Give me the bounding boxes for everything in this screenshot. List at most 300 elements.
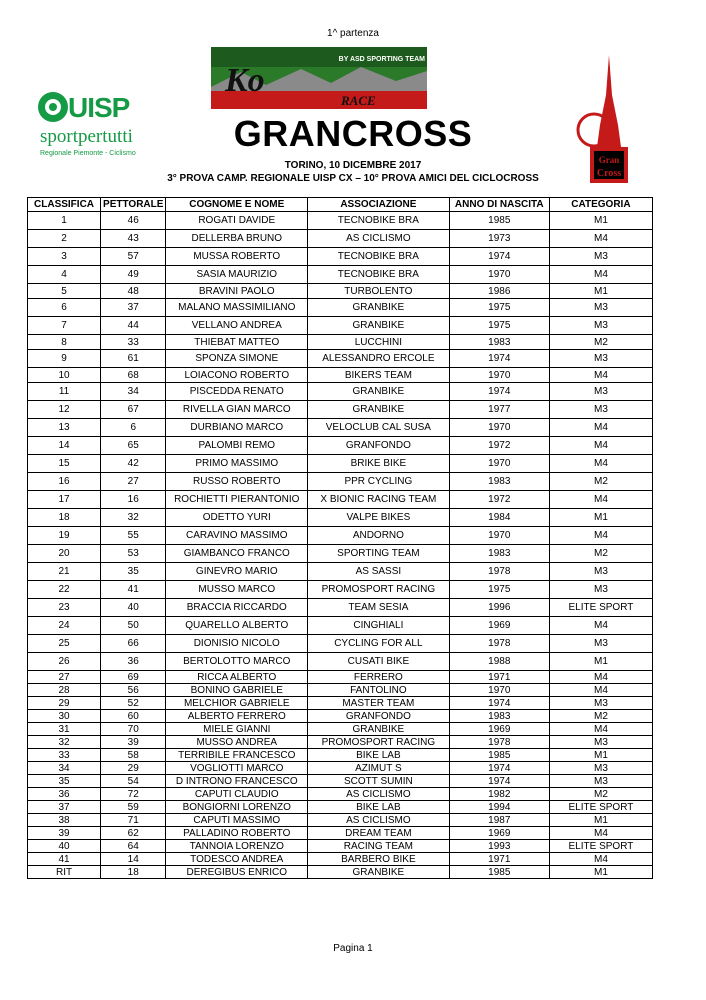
cell-categoria: M4 xyxy=(549,437,652,455)
cell-classifica: 31 xyxy=(28,723,101,736)
table-row xyxy=(28,212,653,230)
cell-name: DELLERBA BRUNO xyxy=(166,230,308,248)
table-row xyxy=(28,581,653,599)
cell-associazione: SCOTT SUMIN xyxy=(308,775,450,788)
cell-pettorale: 60 xyxy=(101,710,166,723)
cell-classifica: 20 xyxy=(28,545,101,563)
cell-categoria: M3 xyxy=(549,697,652,710)
cell-anno: 1975 xyxy=(449,299,549,317)
cell-associazione: TECNOBIKE BRA xyxy=(308,248,450,266)
cell-name: CAPUTI CLAUDIO xyxy=(166,788,308,801)
cell-name: SPONZA SIMONE xyxy=(166,350,308,368)
cell-categoria: M1 xyxy=(549,653,652,671)
cell-categoria: M3 xyxy=(549,401,652,419)
cell-associazione: FERRERO xyxy=(308,671,450,684)
cell-name: BRAVINI PAOLO xyxy=(166,284,308,299)
cell-name: MIELE GIANNI xyxy=(166,723,308,736)
cell-anno: 1975 xyxy=(449,317,549,335)
cell-categoria: M3 xyxy=(549,248,652,266)
col-header-associazione: ASSOCIAZIONE xyxy=(308,198,450,212)
event-subtitle: 3° PROVA CAMP. REGIONALE UISP CX – 10° PROVA AMICI DEL CICLOCROSS xyxy=(167,173,539,184)
cell-name: RICCA ALBERTO xyxy=(166,671,308,684)
cell-classifica: 1 xyxy=(28,212,101,230)
cell-categoria: M4 xyxy=(549,419,652,437)
cell-associazione: BIKE LAB xyxy=(308,749,450,762)
cell-name: MALANO MASSIMILIANO xyxy=(166,299,308,317)
table-row xyxy=(28,853,653,866)
cell-pettorale: 59 xyxy=(101,801,166,814)
cell-classifica: 36 xyxy=(28,788,101,801)
banner-emblem-icon: Ko xyxy=(225,62,265,99)
cell-anno: 1986 xyxy=(449,284,549,299)
cell-anno: 1974 xyxy=(449,697,549,710)
cell-name: VELLANO ANDREA xyxy=(166,317,308,335)
cell-anno: 1996 xyxy=(449,599,549,617)
cell-categoria: M4 xyxy=(549,853,652,866)
cell-classifica: 6 xyxy=(28,299,101,317)
cell-pettorale: 29 xyxy=(101,762,166,775)
cell-anno: 1971 xyxy=(449,853,549,866)
table-row xyxy=(28,284,653,299)
table-row xyxy=(28,723,653,736)
cell-pettorale: 56 xyxy=(101,684,166,697)
cell-pettorale: 14 xyxy=(101,853,166,866)
cell-anno: 1971 xyxy=(449,671,549,684)
cell-pettorale: 27 xyxy=(101,473,166,491)
cell-categoria: ELITE SPORT xyxy=(549,840,652,853)
cell-anno: 1970 xyxy=(449,455,549,473)
cell-name: DIONISIO NICOLO xyxy=(166,635,308,653)
cell-name: GIAMBANCO FRANCO xyxy=(166,545,308,563)
cell-categoria: M1 xyxy=(549,749,652,762)
cell-pettorale: 58 xyxy=(101,749,166,762)
table-row xyxy=(28,736,653,749)
cell-pettorale: 39 xyxy=(101,736,166,749)
table-row xyxy=(28,545,653,563)
table-row xyxy=(28,473,653,491)
cell-associazione: AS SASSI xyxy=(308,563,450,581)
cell-classifica: 22 xyxy=(28,581,101,599)
cell-name: TANNOIA LORENZO xyxy=(166,840,308,853)
cell-name: ROGATI DAVIDE xyxy=(166,212,308,230)
cell-categoria: M1 xyxy=(549,212,652,230)
table-row xyxy=(28,635,653,653)
cell-classifica: 39 xyxy=(28,827,101,840)
cell-categoria: M2 xyxy=(549,335,652,350)
cell-categoria: M4 xyxy=(549,491,652,509)
cell-name: TERRIBILE FRANCESCO xyxy=(166,749,308,762)
cell-pettorale: 57 xyxy=(101,248,166,266)
cell-name: DEREGIBUS ENRICO xyxy=(166,866,308,879)
cell-associazione: FANTOLINO xyxy=(308,684,450,697)
cell-categoria: M2 xyxy=(549,545,652,563)
cell-categoria: M3 xyxy=(549,762,652,775)
cell-classifica: 15 xyxy=(28,455,101,473)
cell-categoria: M1 xyxy=(549,866,652,879)
cell-classifica: 17 xyxy=(28,491,101,509)
cell-pettorale: 52 xyxy=(101,697,166,710)
svg-text:Cross: Cross xyxy=(596,168,622,179)
cell-classifica: 38 xyxy=(28,814,101,827)
cell-anno: 1994 xyxy=(449,801,549,814)
cell-categoria: M4 xyxy=(549,527,652,545)
cell-name: MUSSO MARCO xyxy=(166,581,308,599)
table-header-row xyxy=(28,198,653,212)
cell-pettorale: 42 xyxy=(101,455,166,473)
cell-pettorale: 65 xyxy=(101,437,166,455)
cell-pettorale: 49 xyxy=(101,266,166,284)
cell-pettorale: 72 xyxy=(101,788,166,801)
cell-categoria: M4 xyxy=(549,671,652,684)
cell-name: MUSSA ROBERTO xyxy=(166,248,308,266)
table-row xyxy=(28,509,653,527)
cell-classifica: 9 xyxy=(28,350,101,368)
cell-name: BRACCIA RICCARDO xyxy=(166,599,308,617)
cell-pettorale: 70 xyxy=(101,723,166,736)
cell-anno: 1974 xyxy=(449,762,549,775)
cell-associazione: BIKERS TEAM xyxy=(308,368,450,383)
cell-anno: 1969 xyxy=(449,827,549,840)
cell-name: CAPUTI MASSIMO xyxy=(166,814,308,827)
cell-categoria: ELITE SPORT xyxy=(549,599,652,617)
cell-categoria: M3 xyxy=(549,736,652,749)
cell-classifica: 12 xyxy=(28,401,101,419)
cell-associazione: PROMOSPORT RACING xyxy=(308,736,450,749)
cell-name: PALOMBI REMO xyxy=(166,437,308,455)
cell-classifica: 10 xyxy=(28,368,101,383)
cell-pettorale: 37 xyxy=(101,299,166,317)
cell-categoria: M3 xyxy=(549,775,652,788)
table-row xyxy=(28,617,653,635)
cell-anno: 1987 xyxy=(449,814,549,827)
cell-anno: 1977 xyxy=(449,401,549,419)
table-row xyxy=(28,788,653,801)
cell-classifica: 16 xyxy=(28,473,101,491)
cell-associazione: AS CICLISMO xyxy=(308,788,450,801)
cell-categoria: M1 xyxy=(549,509,652,527)
cell-anno: 1970 xyxy=(449,419,549,437)
cell-categoria: M1 xyxy=(549,284,652,299)
cell-anno: 1983 xyxy=(449,710,549,723)
cell-associazione: CUSATI BIKE xyxy=(308,653,450,671)
table-row xyxy=(28,266,653,284)
table-row xyxy=(28,299,653,317)
table-row xyxy=(28,599,653,617)
cell-classifica: 32 xyxy=(28,736,101,749)
cell-anno: 1983 xyxy=(449,545,549,563)
cell-anno: 1984 xyxy=(449,509,549,527)
cell-anno: 1983 xyxy=(449,473,549,491)
cell-associazione: TECNOBIKE BRA xyxy=(308,212,450,230)
cell-classifica: 18 xyxy=(28,509,101,527)
cell-categoria: M4 xyxy=(549,684,652,697)
cell-classifica: 4 xyxy=(28,266,101,284)
cell-anno: 1983 xyxy=(449,335,549,350)
cell-associazione: AZIMUT S xyxy=(308,762,450,775)
cell-pettorale: 54 xyxy=(101,775,166,788)
cell-name: QUARELLO ALBERTO xyxy=(166,617,308,635)
uisp-logo-region: Regionale Piemonte - Ciclismo xyxy=(40,150,136,157)
cell-categoria: M1 xyxy=(549,814,652,827)
cell-anno: 1974 xyxy=(449,248,549,266)
cell-name: GINEVRO MARIO xyxy=(166,563,308,581)
table-row xyxy=(28,230,653,248)
cell-associazione: CYCLING FOR ALL xyxy=(308,635,450,653)
cell-pettorale: 43 xyxy=(101,230,166,248)
cell-anno: 1970 xyxy=(449,684,549,697)
uisp-logo-text: UISP xyxy=(68,92,130,123)
cell-categoria: M4 xyxy=(549,455,652,473)
cell-categoria: M3 xyxy=(549,581,652,599)
cell-name: MUSSO ANDREA xyxy=(166,736,308,749)
cell-pettorale: 35 xyxy=(101,563,166,581)
cell-pettorale: 41 xyxy=(101,581,166,599)
table-row xyxy=(28,671,653,684)
cell-classifica: 26 xyxy=(28,653,101,671)
cell-anno: 1974 xyxy=(449,383,549,401)
table-row xyxy=(28,827,653,840)
cell-anno: 1974 xyxy=(449,350,549,368)
cell-associazione: GRANBIKE xyxy=(308,317,450,335)
cell-categoria: M4 xyxy=(549,266,652,284)
cell-categoria: M3 xyxy=(549,317,652,335)
page-number: Pagina 1 xyxy=(333,943,373,954)
cell-associazione: GRANBIKE xyxy=(308,401,450,419)
cell-anno: 1970 xyxy=(449,527,549,545)
cell-categoria: M3 xyxy=(549,350,652,368)
col-header-pettorale: PETTORALE xyxy=(101,198,166,212)
cell-classifica: 3 xyxy=(28,248,101,266)
cell-categoria: M4 xyxy=(549,230,652,248)
cell-name: RUSSO ROBERTO xyxy=(166,473,308,491)
table-row xyxy=(28,814,653,827)
col-header-classifica: CLASSIFICA xyxy=(28,198,101,212)
cell-name: ALBERTO FERRERO xyxy=(166,710,308,723)
cell-anno: 1985 xyxy=(449,212,549,230)
cell-associazione: DREAM TEAM xyxy=(308,827,450,840)
cell-associazione: X BIONIC RACING TEAM xyxy=(308,491,450,509)
cell-pettorale: 55 xyxy=(101,527,166,545)
cell-pettorale: 48 xyxy=(101,284,166,299)
cell-anno: 1970 xyxy=(449,368,549,383)
cell-categoria: M3 xyxy=(549,383,652,401)
table-row xyxy=(28,801,653,814)
cell-categoria: M2 xyxy=(549,788,652,801)
cell-pettorale: 50 xyxy=(101,617,166,635)
cell-associazione: GRANFONDO xyxy=(308,437,450,455)
cell-classifica: 19 xyxy=(28,527,101,545)
cell-anno: 1972 xyxy=(449,437,549,455)
table-row xyxy=(28,419,653,437)
cell-categoria: M4 xyxy=(549,368,652,383)
cell-classifica: 34 xyxy=(28,762,101,775)
cell-associazione: MASTER TEAM xyxy=(308,697,450,710)
cell-anno: 1973 xyxy=(449,230,549,248)
cell-pettorale: 32 xyxy=(101,509,166,527)
table-row xyxy=(28,368,653,383)
cell-name: ODETTO YURI xyxy=(166,509,308,527)
cell-name: BONINO GABRIELE xyxy=(166,684,308,697)
cell-associazione: BRIKE BIKE xyxy=(308,455,450,473)
cell-name: PISCEDDA RENATO xyxy=(166,383,308,401)
page-title: GRANCROSS xyxy=(233,113,473,154)
cell-anno: 1978 xyxy=(449,635,549,653)
table-row xyxy=(28,437,653,455)
table-row xyxy=(28,335,653,350)
cell-classifica: 33 xyxy=(28,749,101,762)
cell-classifica: 8 xyxy=(28,335,101,350)
cell-anno: 1969 xyxy=(449,617,549,635)
table-row xyxy=(28,866,653,879)
col-header-cognome-nome: COGNOME E NOME xyxy=(166,198,308,212)
cell-classifica: 2 xyxy=(28,230,101,248)
cell-pettorale: 16 xyxy=(101,491,166,509)
cell-name: TODESCO ANDREA xyxy=(166,853,308,866)
cell-pettorale: 61 xyxy=(101,350,166,368)
table-row xyxy=(28,248,653,266)
results-table xyxy=(27,197,653,879)
table-row xyxy=(28,455,653,473)
cell-classifica: RIT xyxy=(28,866,101,879)
cell-associazione: PPR CYCLING xyxy=(308,473,450,491)
table-row xyxy=(28,383,653,401)
table-row xyxy=(28,317,653,335)
cell-classifica: 24 xyxy=(28,617,101,635)
cell-name: D INTRONO FRANCESCO xyxy=(166,775,308,788)
svg-text:Gran: Gran xyxy=(598,155,620,165)
cell-classifica: 28 xyxy=(28,684,101,697)
cell-classifica: 11 xyxy=(28,383,101,401)
cell-associazione: GRANBIKE xyxy=(308,383,450,401)
cell-pettorale: 6 xyxy=(101,419,166,437)
cell-pettorale: 53 xyxy=(101,545,166,563)
cell-pettorale: 46 xyxy=(101,212,166,230)
cell-associazione: GRANFONDO xyxy=(308,710,450,723)
cell-name: VOGLIOTTI MARCO xyxy=(166,762,308,775)
results-body xyxy=(28,212,653,879)
table-row xyxy=(28,840,653,853)
table-row xyxy=(28,653,653,671)
cell-classifica: 40 xyxy=(28,840,101,853)
cell-anno: 1985 xyxy=(449,866,549,879)
cell-classifica: 25 xyxy=(28,635,101,653)
banner-top-text: BY ASD SPORTING TEAM xyxy=(338,56,425,63)
cell-classifica: 29 xyxy=(28,697,101,710)
table-row xyxy=(28,749,653,762)
cell-pettorale: 64 xyxy=(101,840,166,853)
cell-anno: 1975 xyxy=(449,581,549,599)
cell-associazione: GRANBIKE xyxy=(308,866,450,879)
cell-pettorale: 40 xyxy=(101,599,166,617)
cell-categoria: M2 xyxy=(549,473,652,491)
cell-associazione: TECNOBIKE BRA xyxy=(308,266,450,284)
cell-associazione: VALPE BIKES xyxy=(308,509,450,527)
cell-classifica: 7 xyxy=(28,317,101,335)
cell-associazione: ALESSANDRO ERCOLE xyxy=(308,350,450,368)
cell-categoria: M3 xyxy=(549,299,652,317)
cell-categoria: M2 xyxy=(549,710,652,723)
cell-pettorale: 67 xyxy=(101,401,166,419)
cell-pettorale: 66 xyxy=(101,635,166,653)
table-row xyxy=(28,350,653,368)
table-row xyxy=(28,775,653,788)
cell-categoria: ELITE SPORT xyxy=(549,801,652,814)
cell-associazione: BIKE LAB xyxy=(308,801,450,814)
cell-pettorale: 69 xyxy=(101,671,166,684)
cell-associazione: AS CICLISMO xyxy=(308,230,450,248)
cell-categoria: M4 xyxy=(549,723,652,736)
cell-pettorale: 36 xyxy=(101,653,166,671)
cell-name: CARAVINO MASSIMO xyxy=(166,527,308,545)
cell-classifica: 37 xyxy=(28,801,101,814)
cell-associazione: AS CICLISMO xyxy=(308,814,450,827)
cell-classifica: 14 xyxy=(28,437,101,455)
table-row xyxy=(28,563,653,581)
cell-categoria: M3 xyxy=(549,635,652,653)
cell-categoria: M4 xyxy=(549,617,652,635)
cell-associazione: ANDORNO xyxy=(308,527,450,545)
cell-associazione: GRANBIKE xyxy=(308,723,450,736)
table-row xyxy=(28,697,653,710)
cell-name: MELCHIOR GABRIELE xyxy=(166,697,308,710)
table-row xyxy=(28,710,653,723)
cell-classifica: 41 xyxy=(28,853,101,866)
cell-associazione: LUCCHINI xyxy=(308,335,450,350)
cell-name: BERTOLOTTO MARCO xyxy=(166,653,308,671)
cell-name: LOIACONO ROBERTO xyxy=(166,368,308,383)
cell-anno: 1993 xyxy=(449,840,549,853)
cell-pettorale: 71 xyxy=(101,814,166,827)
cell-associazione: SPORTING TEAM xyxy=(308,545,450,563)
cell-anno: 1969 xyxy=(449,723,549,736)
cell-name: DURBIANO MARCO xyxy=(166,419,308,437)
cell-associazione: RACING TEAM xyxy=(308,840,450,853)
cell-anno: 1972 xyxy=(449,491,549,509)
cell-associazione: TURBOLENTO xyxy=(308,284,450,299)
cell-anno: 1978 xyxy=(449,736,549,749)
cell-name: PALLADINO ROBERTO xyxy=(166,827,308,840)
start-note: 1^ partenza xyxy=(327,28,379,39)
cell-classifica: 35 xyxy=(28,775,101,788)
event-date: TORINO, 10 DICEMBRE 2017 xyxy=(284,160,422,171)
cell-anno: 1970 xyxy=(449,266,549,284)
col-header-anno-nascita: ANNO DI NASCITA xyxy=(449,198,549,212)
cell-associazione: BARBERO BIKE xyxy=(308,853,450,866)
cell-associazione: GRANBIKE xyxy=(308,299,450,317)
cell-anno: 1988 xyxy=(449,653,549,671)
cell-associazione: CINGHIALI xyxy=(308,617,450,635)
cell-name: THIEBAT MATTEO xyxy=(166,335,308,350)
table-row xyxy=(28,684,653,697)
table-row xyxy=(28,762,653,775)
cell-pettorale: 68 xyxy=(101,368,166,383)
cell-categoria: M3 xyxy=(549,563,652,581)
cell-pettorale: 34 xyxy=(101,383,166,401)
cell-associazione: VELOCLUB CAL SUSA xyxy=(308,419,450,437)
cell-classifica: 27 xyxy=(28,671,101,684)
cell-pettorale: 44 xyxy=(101,317,166,335)
table-row xyxy=(28,527,653,545)
cell-associazione: PROMOSPORT RACING xyxy=(308,581,450,599)
cell-anno: 1974 xyxy=(449,775,549,788)
cell-pettorale: 33 xyxy=(101,335,166,350)
table-row xyxy=(28,401,653,419)
uisp-logo-subtext: sportpertutti xyxy=(40,126,133,147)
cell-name: ROCHIETTI PIERANTONIO xyxy=(166,491,308,509)
cell-classifica: 13 xyxy=(28,419,101,437)
cell-name: BONGIORNI LORENZO xyxy=(166,801,308,814)
cell-associazione: TEAM SESIA xyxy=(308,599,450,617)
